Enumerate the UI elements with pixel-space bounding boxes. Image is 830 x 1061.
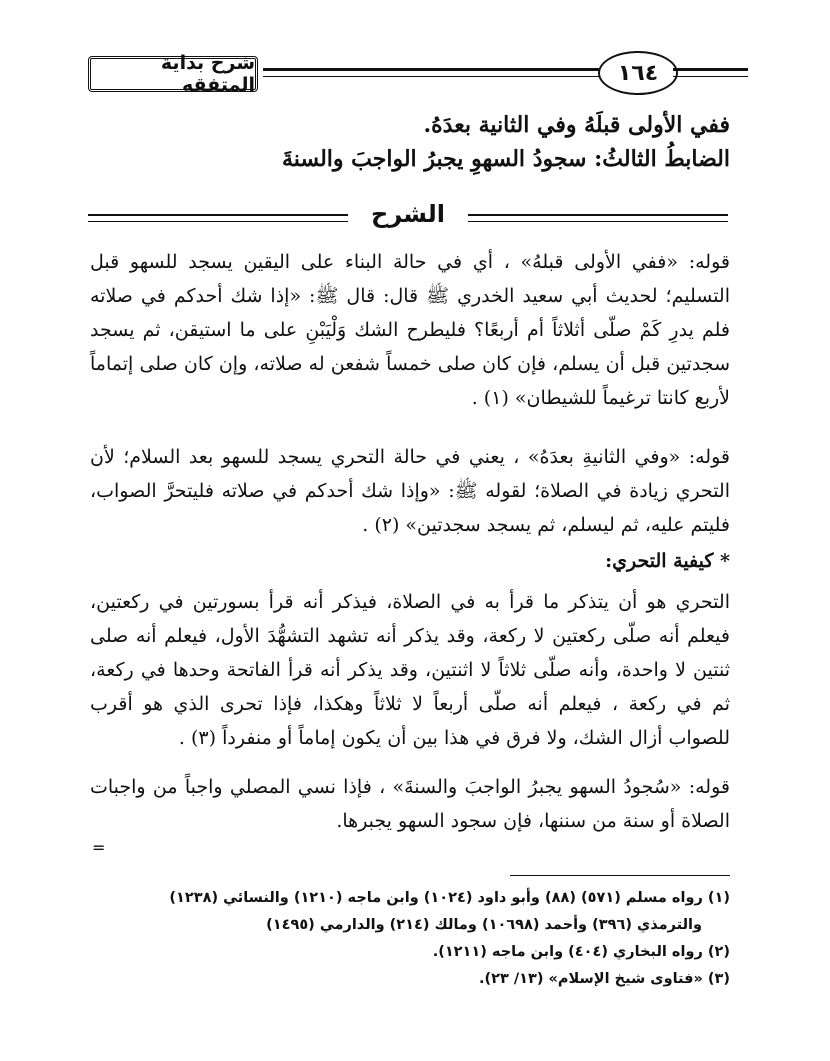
sharh-heading: الشرح <box>371 200 445 228</box>
footnote-1-line-2: والترمذي (٣٩٦) وأحمد (١٠٦٩٨) ومالك (٢١٤) والدارمي (١٤٩٥) <box>266 917 702 933</box>
footnotes <box>90 885 730 993</box>
header-rule <box>263 68 603 77</box>
page-header <box>88 48 748 100</box>
sharh-rule-left <box>88 214 348 222</box>
paragraph-2: قوله: «وفي الثانيةِ بعدَهُ» ، يعني في حالة التحري يسجد للسهو بعد السلام؛ لأن التحري زيادة في الصلاة؛ لقوله ﷺ: «وإذا شك أحدكم في صلاته فليتحرَّ الصواب، فليتم عليه، ثم ليسلم، ثم يسجد سجدتين» (٢) . <box>90 446 730 536</box>
footnote-3: (٣) «فتاوى شيخ الإسلام» (١٣/ ٢٣). <box>478 971 730 987</box>
footnote-1-line-1: (١) رواه مسلم (٥٧١) (٨٨) وأبو داود (١٠٢٤) وابن ماجه (١٢١٠) والنسائي (١٢٣٨) <box>169 890 730 906</box>
header-rule-tail <box>673 68 748 77</box>
footnote-2: (٢) رواه البخاري (٤٠٤) وابن ماجه (١٢١١). <box>432 944 730 960</box>
sharh-rule-right <box>468 214 728 222</box>
kayfiya-heading: * كيفية التحري: <box>605 550 730 572</box>
book-title: شرح بداية المتفقه <box>88 56 258 92</box>
matn-line-1: ففي الأولى قبلَهُ وفي الثانية بعدَهُ. <box>423 112 730 138</box>
paragraph-3: التحري هو أن يتذكر ما قرأ به في الصلاة، فيذكر أنه قرأ بسورتين في ركعتين، فيعلم أنه صلّى ركعتين لا ركعة، وقد يذكر أنه تشهد التشهُّدَ الأول، فيعلم أنه صلى ثنتين لا واحدة، وأنه صلّى ثلاثاً لا اثنتين، وقد يذكر أنه قرأ الفاتحة وحدها في ركعة، ثم في ركعة ، فيعلم أنه صلّى أربعاً لا ثلاثاً وهكذا، فإذا تحرى الذي هو أقرب للصواب أزال الشك، ولا فرق في هذا بين أن يكون إماماً أو منفرداً (٣) . <box>90 591 730 749</box>
paragraph-1: قوله: «ففي الأولى قبلهُ» ، أي في حالة البناء على اليقين يسجد للسهو قبل التسليم؛ لحديث أبي سعيد الخدري ﷺ قال: قال ﷺ: «إذا شك أحدكم في صلاته فلم يدرِ كَمْ صلّى أثلاثاً أم أربعًا؟ فليطرح الشك وَلْيَبْنِ على ما استيقن، ثم يسجد سجدتين قبل أن يسلم، فإن كان صلى خمساً شفعن له صلاته، وإن كان صلى إتماماً لأربع كانتا ترغيماً للشيطان» (١) . <box>90 251 730 409</box>
continuation-mark: = <box>92 838 106 857</box>
matn-line-2: الضابطُ الثالثُ: سجودُ السهوِ يجبرُ الواجبَ والسنةَ <box>282 146 730 172</box>
paragraph-4: قوله: «سُجودُ السهو يجبرُ الواجبَ والسنةَ» ، فإذا نسي المصلي واجباً من واجبات الصلاة أو سنة من سننها، فإن سجود السهو يجبرها. <box>90 776 730 832</box>
page-number: ١٦٤ <box>598 51 678 95</box>
sharh-heading-row <box>88 200 728 234</box>
footnote-rule <box>510 875 730 876</box>
